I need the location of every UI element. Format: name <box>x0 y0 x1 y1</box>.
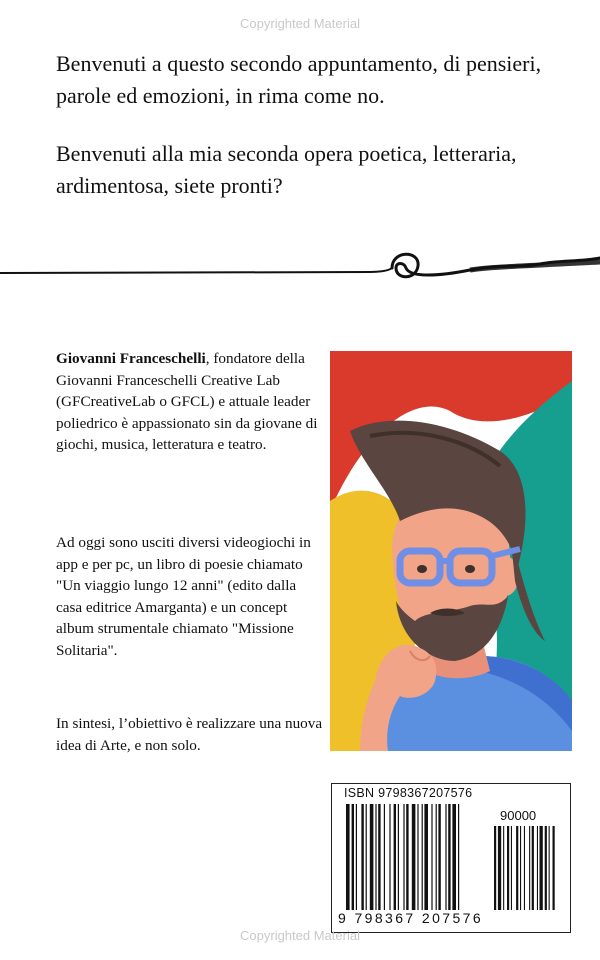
barcode-bar <box>448 804 450 910</box>
intro-paragraph-1: Benvenuti a questo secondo appuntamento, di pensieri, parole ed emozioni, in rima come no. <box>56 51 542 108</box>
barcode-bar <box>389 804 390 910</box>
barcode-bar <box>356 804 357 910</box>
bio-paragraph-1-text: , fondatore della Giovanni Franceschelli Creative Lab (GFCreativeLab o GFCL) e attuale leader poliedrico è appassionato sin da giovane di giochi, musica, letteratura e teatro. <box>56 350 318 453</box>
barcode-bar <box>406 804 408 910</box>
barcode-addon-bar <box>511 826 512 910</box>
barcode-bar <box>436 804 437 910</box>
barcode-bar <box>445 804 446 910</box>
barcode-bar <box>384 804 385 910</box>
barcode-bar <box>403 804 404 910</box>
author-portrait-illustration <box>330 351 572 751</box>
barcode-bar <box>452 804 456 910</box>
barcode-addon-bar <box>540 826 543 910</box>
barcode-addon-bar <box>507 826 509 910</box>
barcode-bar <box>361 804 363 910</box>
decorative-divider <box>0 240 600 300</box>
author-name: Giovanni Franceschelli <box>56 350 206 367</box>
watermark-top: Copyrighted Material <box>240 16 360 31</box>
isbn-digits: 9 798367 207576 <box>338 910 483 926</box>
price-code: 90000 <box>500 808 537 823</box>
barcode-bar <box>422 804 423 910</box>
barcode-bar <box>370 804 374 910</box>
barcode-bar <box>366 804 367 910</box>
barcode-addon-bar <box>545 826 547 910</box>
bio-paragraph-1 <box>56 348 326 456</box>
barcode-addon-bar <box>494 826 496 910</box>
barcode-addon-bar <box>537 826 538 910</box>
bio-paragraph-2: Ad oggi sono usciti diversi videogiochi in app e per pc, un libro di poesie chiamato "Un viaggio lungo 12 anni" (edito dalla casa editrice Amarganta) e un concept album strumentale chiamato "Missione Solitaria". <box>56 534 311 659</box>
bio-paragraph-3: In sintesi, l’obiettivo è realizzare una nuova idea di Arte, e non solo. <box>56 715 323 754</box>
barcode-addon-bar <box>524 826 525 910</box>
barcode-bar <box>375 804 376 910</box>
isbn-barcode <box>331 783 571 933</box>
watermark-bottom: Copyrighted Material <box>240 928 360 943</box>
barcode-bar <box>398 804 399 910</box>
barcode-bar <box>424 804 428 910</box>
barcode-bar <box>352 804 354 910</box>
barcode-bar <box>431 804 432 910</box>
barcode-bar <box>394 804 396 910</box>
isbn-label: ISBN 9798367207576 <box>344 786 473 800</box>
barcode-addon-bar <box>529 826 530 910</box>
barcode-addon-bar <box>549 826 550 910</box>
barcode-bar <box>378 804 380 910</box>
barcode-bar <box>458 804 459 910</box>
barcode-addon-bar <box>520 826 521 910</box>
barcode-bar <box>438 804 440 910</box>
barcode-bar <box>412 804 416 910</box>
barcode-bar <box>417 804 418 910</box>
barcode-addon-bar <box>498 826 501 910</box>
intro-paragraph-2: Benvenuti alla mia seconda opera poetica, letteraria, ardimentosa, siete pronti? <box>56 141 517 198</box>
barcode-addon-bar <box>532 826 534 910</box>
barcode-addon-bar <box>553 826 555 910</box>
barcode-bar <box>346 804 350 910</box>
barcode-addon-bar <box>516 826 518 910</box>
barcode-addon-bar <box>503 826 504 910</box>
